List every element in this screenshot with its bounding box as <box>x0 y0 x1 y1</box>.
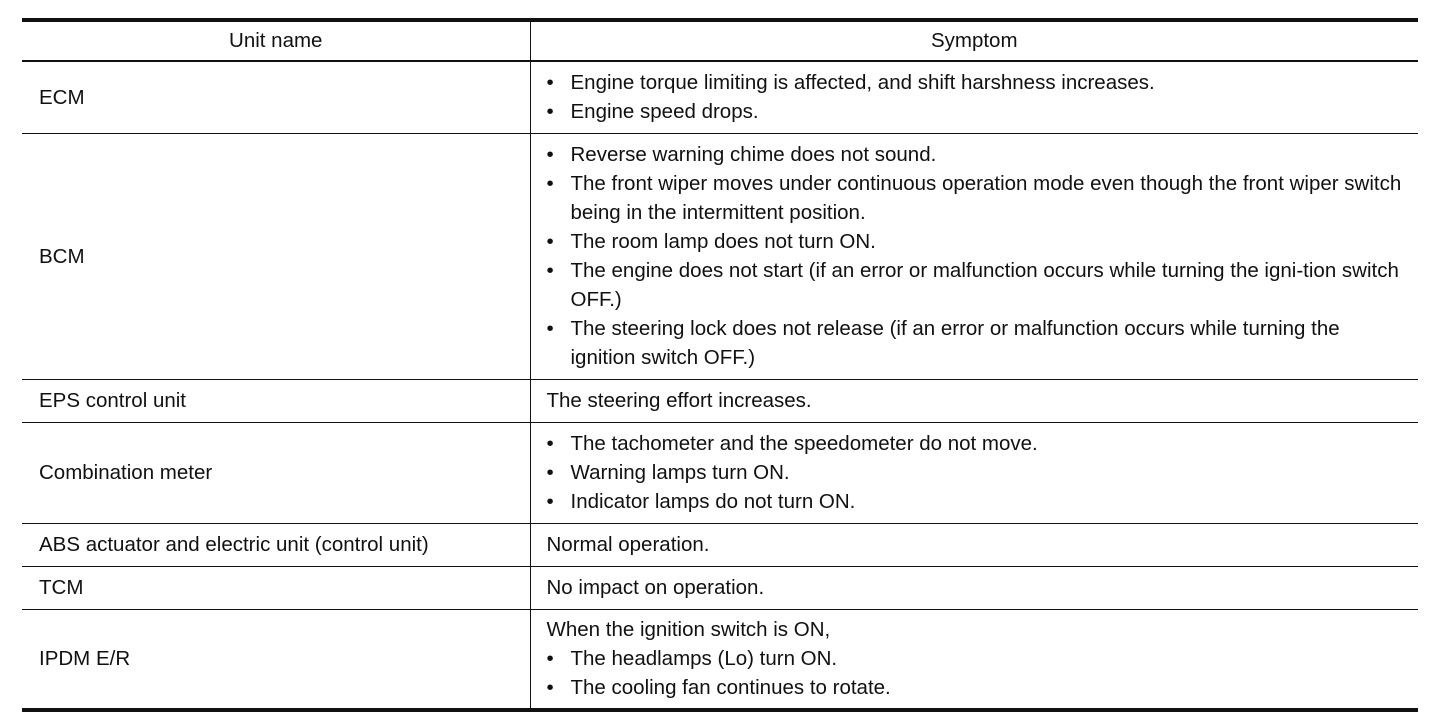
bullet-icon: • <box>546 71 554 95</box>
symptom-item: • Warning lamps turn ON. <box>547 458 1407 487</box>
symptom-list <box>547 644 1407 702</box>
unit-name: IPDM E/R <box>39 647 131 671</box>
symptom-item: • Engine speed drops. <box>547 97 1407 126</box>
bullet-icon: • <box>546 259 554 282</box>
symptom-cell <box>530 61 1418 133</box>
table-row-ecm <box>22 61 1418 133</box>
symptom-item: • The tachometer and the speedometer do not move. <box>547 429 1407 458</box>
symptom-list <box>547 140 1407 372</box>
bullet-icon: • <box>546 230 554 253</box>
unit-name: Combination meter <box>39 461 213 484</box>
bullet-icon: • <box>546 461 554 484</box>
bullet-icon: • <box>546 172 554 195</box>
symptom-item: • The front wiper moves under continuous operation mode even though the front wiper switch being in the intermittent position. <box>547 169 1407 227</box>
symptom-text: No impact on operation. <box>530 566 1418 609</box>
header-symptom: Symptom <box>530 20 1418 61</box>
bullet-icon: • <box>546 100 554 124</box>
symptom-item: • The steering lock does not release (if an error or malfunction occurs while turning the ignition switch OFF.) <box>547 314 1407 372</box>
bullet-icon: • <box>546 490 554 513</box>
table-row-eps <box>22 379 1418 422</box>
symptom-cell <box>530 609 1418 710</box>
symptom-item: • The cooling fan continues to rotate. <box>547 673 1407 702</box>
symptom-item: • The engine does not start (if an error or malfunction occurs while turning the igni-tion switch OFF.) <box>547 256 1407 314</box>
symptom-intro: When the ignition switch is ON, <box>546 618 831 642</box>
symptom-list <box>547 429 1407 516</box>
table-row-bcm <box>22 133 1418 379</box>
symptom-item: • Reverse warning chime does not sound. <box>547 140 1407 169</box>
symptom-item: • The room lamp does not turn ON. <box>547 227 1407 256</box>
symptom-cell <box>530 133 1418 379</box>
symptom-list <box>547 68 1407 126</box>
symptom-table <box>22 18 1418 712</box>
table-row-abs <box>22 523 1418 566</box>
bullet-icon: • <box>546 143 554 166</box>
unit-name: EPS control unit <box>39 389 186 412</box>
header-unit-name: Unit name <box>229 29 323 52</box>
symptom-item: • The headlamps (Lo) turn ON. <box>547 644 1407 673</box>
symptom-item: • Engine torque limiting is affected, and shift harshness increases. <box>547 68 1407 97</box>
table-row-ipdm <box>22 609 1418 710</box>
bullet-icon: • <box>546 647 554 671</box>
unit-name: TCM <box>39 576 84 599</box>
unit-name: BCM <box>39 244 85 268</box>
table-row-tcm <box>22 566 1418 609</box>
symptom-text: The steering effort increases. <box>530 379 1418 422</box>
bullet-icon: • <box>546 432 554 455</box>
symptom-text: Normal operation. <box>530 523 1418 566</box>
symptom-cell <box>530 422 1418 523</box>
bullet-icon: • <box>546 317 554 340</box>
table-row-combination-meter <box>22 422 1418 523</box>
symptom-item: • Indicator lamps do not turn ON. <box>547 487 1407 516</box>
unit-name: ECM <box>39 85 85 109</box>
unit-name: ABS actuator and electric unit (control unit) <box>39 533 429 556</box>
header-row <box>22 20 1418 61</box>
bullet-icon: • <box>546 676 554 700</box>
